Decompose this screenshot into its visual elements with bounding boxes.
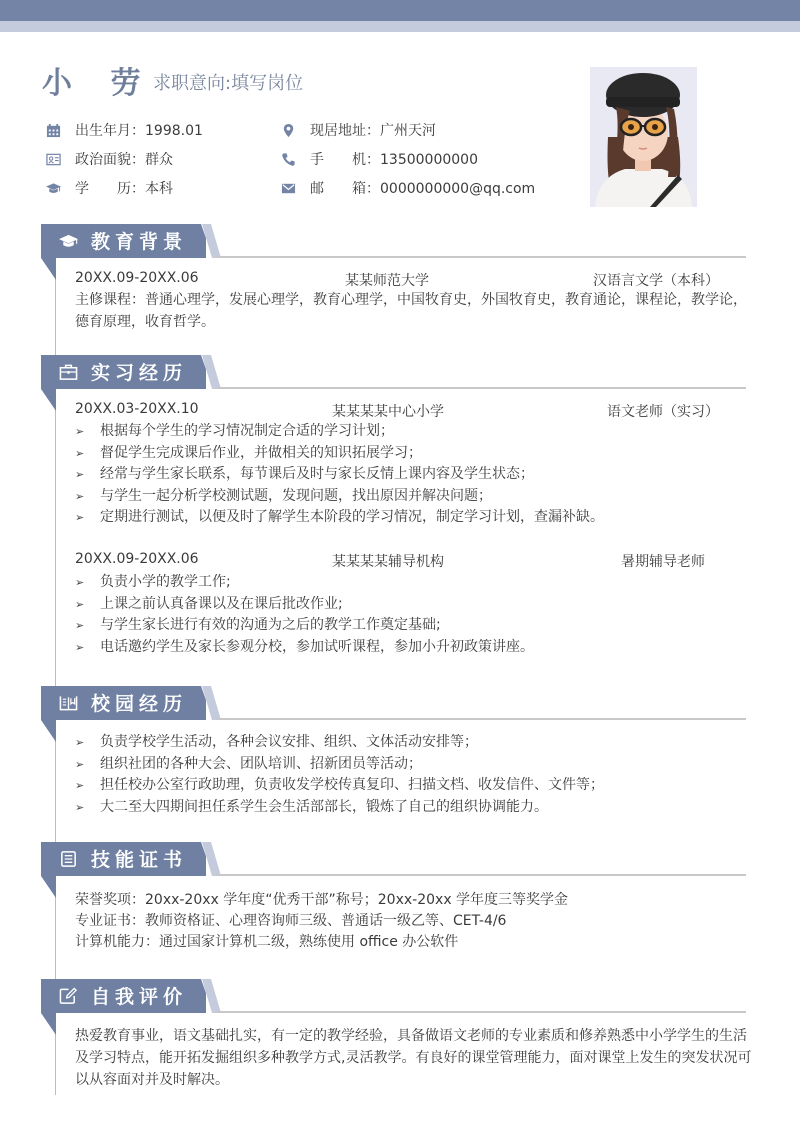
graduation-cap-icon — [58, 232, 78, 250]
internship-period: 20XX.03-20XX.10 — [75, 401, 199, 417]
birth-text: 出生年月：1998.01 — [75, 123, 203, 139]
section-guide-line — [55, 893, 56, 980]
section-title: 校园经历 — [91, 693, 188, 715]
skills-honors: 荣誉奖项：20xx-20xx 学年度“优秀干部”称号；20xx-20xx 学年度三等奖学金 — [75, 892, 569, 908]
section-guide-line — [55, 407, 56, 687]
internship-org: 某某某某辅导机构 — [332, 554, 444, 570]
section-header-self — [41, 979, 751, 1013]
info-education — [45, 178, 173, 198]
section-fold — [41, 876, 56, 898]
section-header-campus — [41, 686, 751, 720]
internship-org: 某某某某中心小学 — [332, 404, 444, 420]
section-divider — [216, 387, 746, 389]
education-school: 某某师范大学 — [345, 273, 429, 289]
bullet-arrow-icon: ➢ — [75, 779, 85, 792]
education-period: 20XX.09-20XX.06 — [75, 270, 199, 286]
location-pin-icon — [280, 122, 296, 138]
section-guide-line — [55, 1030, 56, 1095]
section-title: 技能证书 — [91, 849, 188, 871]
bullet-arrow-icon: ➢ — [75, 511, 85, 524]
email-text: 邮 箱：0000000000@qq.com — [310, 181, 536, 197]
internship-period: 20XX.09-20XX.06 — [75, 551, 199, 567]
bullet-arrow-icon: ➢ — [75, 446, 85, 460]
envelope-icon — [280, 180, 296, 196]
education-text: 学 历：本科 — [75, 181, 173, 197]
bullet-arrow-icon: ➢ — [75, 757, 85, 771]
internship-row — [75, 551, 725, 571]
list-item: ➢ 与学生家长进行有效的沟通为之后的教学工作奠定基础; — [75, 615, 765, 637]
education-major: 汉语言文学（本科） — [593, 273, 719, 289]
section-divider — [216, 256, 746, 258]
self-evaluation-text: 热爱教育事业，语文基础扎实，有一定的教学经验，具备做语文老师的专业素质和修养熟悉中小学学生的生活及学习特点，能开拓发掘组织多种教学方式,灵活教学。有良好的课堂管理能力，面对课堂上发生的突发状况可以从容面对并及时解决。 — [75, 1028, 752, 1088]
section-divider — [216, 1011, 746, 1013]
skills-certificates: 专业证书：教师资格证、心理咨询师三级、普通话一级乙等、CET-4/6 — [75, 913, 507, 929]
education-row — [75, 270, 725, 290]
bullet-arrow-icon: ➢ — [75, 489, 85, 503]
section-fold — [41, 1013, 56, 1035]
section-fold — [41, 720, 56, 742]
id-card-icon — [45, 151, 61, 167]
section-fold — [41, 258, 56, 280]
education-courses: 主修课程：普通心理学，发展心理学，教育心理学，中国牧育史，外国牧育史，教育通论，课程论，教学论，德育原理，收育哲学。 — [75, 292, 747, 330]
address-text: 现居地址：广州天河 — [310, 123, 436, 139]
section-fold — [41, 389, 56, 411]
info-email — [280, 178, 535, 198]
list-item: ➢ 督促学生完成课后作业，并做相关的知识拓展学习； — [75, 443, 765, 465]
info-phone — [280, 149, 478, 169]
edit-icon — [58, 987, 78, 1005]
bullet-arrow-icon: ➢ — [75, 800, 85, 814]
phone-text: 手 机：13500000000 — [310, 152, 478, 168]
info-politics — [45, 149, 173, 169]
list-item: ➢ 上课之前认真备课以及在课后批改作业; — [75, 594, 765, 616]
section-header-skills — [41, 842, 751, 876]
briefcase-icon — [58, 363, 78, 381]
list-item: ➢ 大二至大四期间担任系学生会生活部部长，锻炼了自己的组织协调能力。 — [75, 797, 765, 819]
list-item: ➢ 负责学校学生活动，各种会议安排、组织、文体活动安排等； — [75, 732, 765, 754]
list-item: ➢ 电话邀约学生及家长参观分校，参加试听课程，参加小升初政策讲座。 — [75, 637, 765, 659]
list-item: ➢ 与学生一起分析学校测试题，发现问题，找出原因并解决问题； — [75, 486, 765, 508]
list-item: ➢ 根据每个学生的学习情况制定合适的学习计划； — [75, 421, 765, 443]
bullet-arrow-icon: ➢ — [75, 640, 85, 654]
section-header-internship — [41, 355, 751, 389]
section-divider — [216, 874, 746, 876]
internship-role: 语文老师（实习） — [607, 404, 719, 420]
phone-icon — [280, 151, 296, 167]
list-item: ➢ 定期进行测试，以便及时了解学生本阶段的学习情况，制定学习计划，查漏补缺。 — [75, 507, 765, 529]
section-title: 自我评价 — [91, 986, 188, 1008]
bullet-arrow-icon: ➢ — [75, 425, 85, 438]
info-address — [280, 120, 436, 140]
graduation-cap-icon — [45, 180, 61, 196]
book-icon — [58, 694, 78, 712]
top-banner-accent — [0, 21, 800, 32]
top-banner — [0, 0, 800, 21]
list-item: ➢ 组织社团的各种大会、团队培训、招新团员等活动； — [75, 754, 765, 776]
section-guide-line — [55, 738, 56, 845]
internship-role: 暑期辅导老师 — [621, 554, 705, 570]
document-list-icon — [58, 850, 78, 868]
section-header-education — [41, 224, 751, 258]
section-divider — [216, 718, 746, 720]
bullet-arrow-icon: ➢ — [75, 468, 85, 481]
list-item: ➢ 经常与学生家长联系，每节课后及时与家长反情上课内容及学生状态； — [75, 464, 765, 486]
bullet-arrow-icon: ➢ — [75, 576, 85, 589]
candidate-name: 小 劳 — [42, 66, 155, 101]
list-item: ➢ 担任校办公室行政助理，负责收发学校传真复印、扫描文档、收发信件、文件等； — [75, 775, 765, 797]
bullet-arrow-icon: ➢ — [75, 619, 85, 632]
list-item: ➢ 负责小学的教学工作; — [75, 572, 765, 594]
calendar-icon — [45, 122, 61, 138]
bullet-arrow-icon: ➢ — [75, 736, 85, 749]
bullet-arrow-icon: ➢ — [75, 597, 85, 611]
section-guide-line — [55, 276, 56, 356]
skills-computer: 计算机能力：通过国家计算机二级，熟练使用 office 办公软件 — [75, 934, 459, 950]
section-title: 实习经历 — [91, 362, 188, 384]
info-birth — [45, 120, 203, 140]
internship-row — [75, 401, 725, 421]
internship-duties — [75, 572, 765, 658]
profile-photo — [590, 67, 697, 207]
internship-duties — [75, 421, 765, 529]
job-intent: 求职意向:填写岗位 — [153, 73, 304, 94]
section-title: 教育背景 — [91, 231, 188, 253]
campus-items — [75, 732, 765, 818]
politics-text: 政治面貌：群众 — [75, 152, 173, 168]
